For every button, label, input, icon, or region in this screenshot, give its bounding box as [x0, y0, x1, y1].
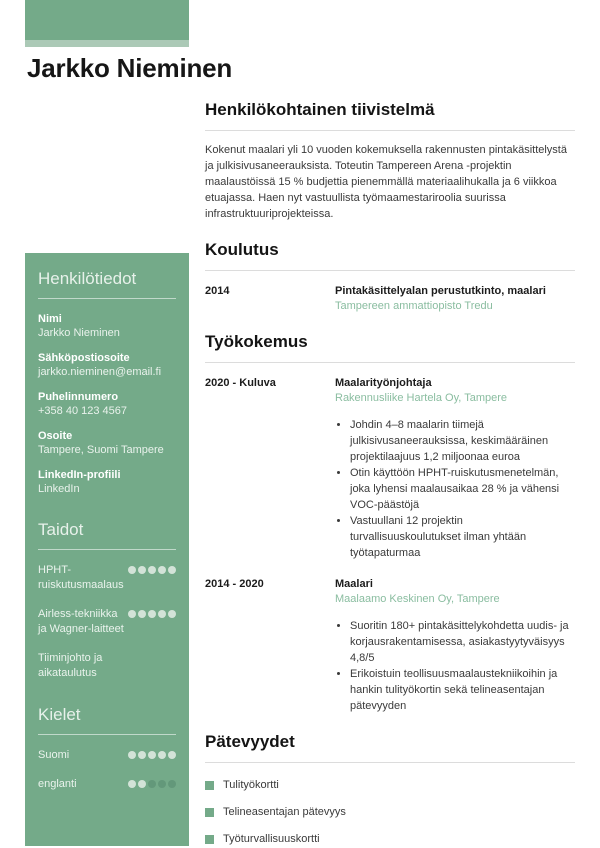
entry-company: Tampereen ammattiopisto Tredu [335, 300, 493, 312]
section-certifications [205, 732, 575, 845]
entry-bullet: • Erikoistuin teollisuusmaalaustekniikoihin ja hankin tulityökortin sekä telineasentajan pätevyyden [350, 666, 575, 714]
contact-field-value: +358 40 123 4567 [38, 405, 128, 417]
entry-body [335, 284, 575, 314]
rating-dot-filled [148, 610, 156, 618]
rating-row [38, 777, 176, 792]
contact-field-label: Sähköpostiosoite [38, 352, 130, 364]
entry-period: 2020 - Kuluva [205, 377, 276, 389]
entry-bullets [350, 618, 575, 714]
summary-title: Henkilökohtainen tiivistelmä [205, 100, 575, 131]
square-bullet-icon [205, 781, 214, 790]
header-accent-block [25, 0, 189, 40]
education-entries [205, 284, 575, 314]
rating-row [38, 651, 176, 681]
rating-label: englanti [38, 778, 77, 790]
languages-list [38, 748, 176, 792]
section-experience [205, 332, 575, 714]
rating-dots [128, 748, 176, 759]
entry-role: Maalarityönjohtaja [335, 377, 432, 389]
entry-bullet: • Johdin 4–8 maalarin tiimejä julkisivusaneerauksissa, keskimääräinen projektilaajuus 1,2 miljoonaa euroa [350, 417, 575, 465]
resume-entry [205, 376, 575, 561]
certification-label: Tulityökortti [223, 779, 279, 791]
experience-entries [205, 376, 575, 714]
contact-field-value: Jarkko Nieminen [38, 327, 120, 339]
rating-dot-filled [138, 780, 146, 788]
rating-label: Airless-tekniikka ja Wagner-laitteet [38, 608, 124, 635]
rating-dot-filled [148, 566, 156, 574]
rating-dot-filled [138, 751, 146, 759]
rating-dot-filled [158, 751, 166, 759]
entry-bullet: • Suoritin 180+ pintakäsittelykohdetta uudis- ja korjausrakentamisessa, asiakastyytyväisyys 4,8/5 [350, 618, 575, 666]
rating-dot-filled [158, 610, 166, 618]
entry-company: Maalaamo Keskinen Oy, Tampere [335, 593, 500, 605]
contact-field-value: jarkko.nieminen@email.fi [38, 366, 162, 378]
rating-dot-filled [128, 610, 136, 618]
entry-role: Maalari [335, 578, 373, 590]
square-bullet-icon [205, 835, 214, 844]
contact-field [38, 468, 176, 496]
rating-label: HPHT-ruiskutusmaalaus [38, 564, 124, 591]
section-summary [205, 100, 575, 222]
entry-period: 2014 [205, 285, 230, 297]
entry-role: Pintakäsittelyalan perustutkinto, maalari [335, 285, 546, 297]
sidebar-section-contact [38, 269, 176, 496]
rating-dot-empty [148, 780, 156, 788]
contact-field-label: Osoite [38, 430, 73, 442]
section-education [205, 240, 575, 314]
rating-dot-filled [138, 610, 146, 618]
rating-label: Suomi [38, 749, 70, 761]
skills-list [38, 563, 176, 681]
header-accent-strip [25, 40, 189, 47]
rating-row [38, 607, 176, 637]
contact-field-label: LinkedIn-profiili [38, 469, 121, 481]
rating-label: Tiiminjohto ja aikataulutus [38, 652, 103, 679]
entry-company: Rakennusliike Hartela Oy, Tampere [335, 392, 508, 404]
entry-bullet: • Vastuullani 12 projektin turvallisuuskoulutukset ilman yhtään työtapaturmaa [350, 513, 575, 561]
rating-dot-filled [168, 566, 176, 574]
certifications-title: Pätevyydet [205, 732, 575, 763]
experience-title: Työkokemus [205, 332, 575, 363]
contact-field [38, 351, 176, 379]
summary-text: Kokenut maalari yli 10 vuoden kokemuksella rakennusten pintakäsittelystä ja julkisivusaneerauksista. Toteutin Tampereen Arena -projektin maalaustöissä 15 % budjettia pienemmällä materiaalihukalla ja 6 viikkoa etuajassa. Haen nyt vastuullista työmaamestariroolia suurissa infrastruktuuriprojekteissa. [205, 144, 567, 220]
education-title: Koulutus [205, 240, 575, 271]
entry-body [335, 376, 575, 561]
entry-bullets [350, 417, 575, 561]
rating-dot-empty [158, 780, 166, 788]
rating-dot-filled [128, 751, 136, 759]
skills-section-title: Taidot [38, 520, 176, 550]
rating-row [38, 563, 176, 593]
rating-dot-filled [128, 780, 136, 788]
rating-dot-filled [128, 566, 136, 574]
entry-body [335, 577, 575, 714]
contact-field-label: Nimi [38, 313, 62, 325]
entry-bullet: • Otin käyttöön HPHT-ruiskutusmenetelmän, joka lyhensi maalausaikaa 28 % ja vähensi VOC-päästöjä [350, 465, 575, 513]
certification-item [205, 779, 575, 791]
rating-row [38, 748, 176, 763]
contact-field [38, 312, 176, 340]
sidebar [25, 253, 189, 846]
candidate-name: Jarkko Nieminen [27, 53, 233, 83]
contact-field-value: LinkedIn [38, 483, 80, 495]
contact-field [38, 429, 176, 457]
sidebar-section-skills [38, 520, 176, 681]
rating-dot-empty [168, 780, 176, 788]
rating-dots [128, 777, 176, 788]
resume-entry [205, 284, 575, 314]
main-content [205, 100, 575, 848]
contact-section-title: Henkilötiedot [38, 269, 176, 299]
rating-dot-filled [158, 566, 166, 574]
rating-dots [128, 607, 176, 618]
contact-field-value: Tampere, Suomi Tampere [38, 444, 164, 456]
rating-dot-filled [148, 751, 156, 759]
certifications-list [205, 779, 575, 845]
square-bullet-icon [205, 808, 214, 817]
rating-dot-filled [168, 610, 176, 618]
certification-item [205, 806, 575, 818]
certification-label: Työturvallisuuskortti [223, 833, 320, 845]
entry-period: 2014 - 2020 [205, 578, 264, 590]
sidebar-section-languages [38, 705, 176, 792]
rating-dot-filled [168, 751, 176, 759]
contact-field-label: Puhelinnumero [38, 391, 119, 403]
certification-label: Telineasentajan pätevyys [223, 806, 346, 818]
rating-dot-filled [138, 566, 146, 574]
contact-fields [38, 312, 176, 496]
contact-field [38, 390, 176, 418]
certification-item [205, 833, 575, 845]
rating-dots [128, 563, 176, 574]
languages-section-title: Kielet [38, 705, 176, 735]
resume-entry [205, 577, 575, 714]
